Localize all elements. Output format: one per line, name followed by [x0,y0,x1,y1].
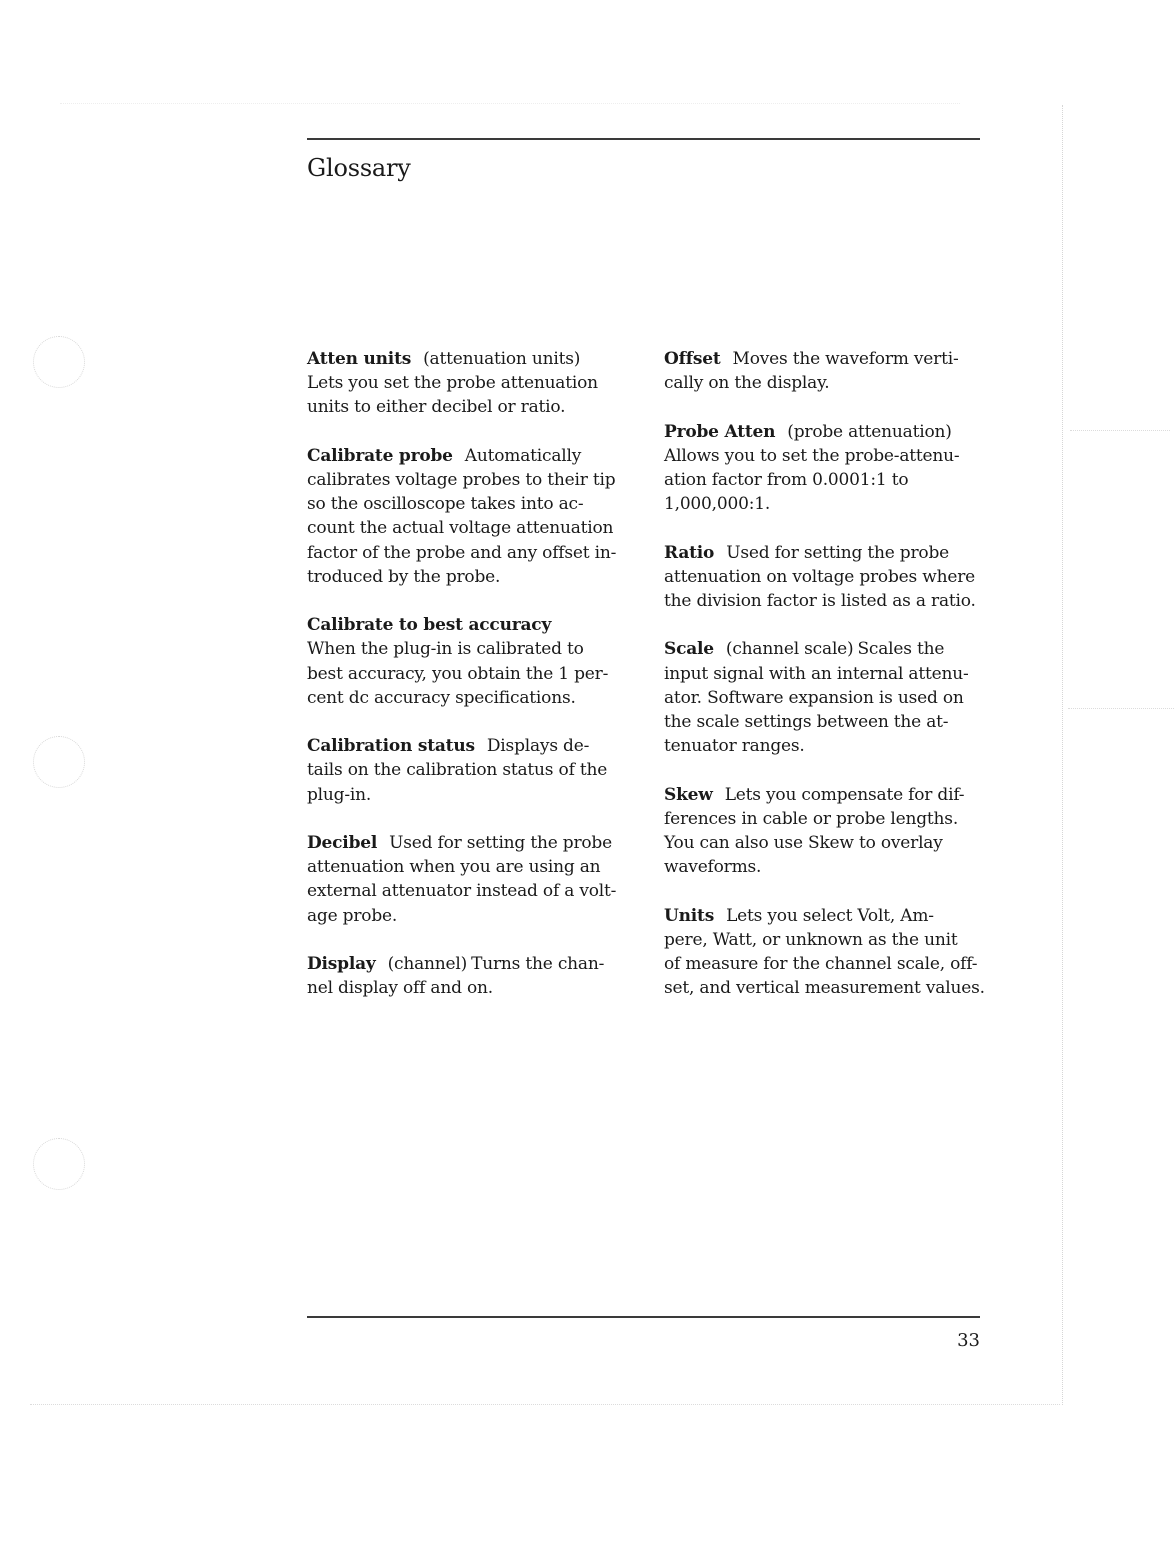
glossary-definition-text: factor of the probe and any offset in- [307,542,617,563]
glossary-line [664,807,986,831]
scan-dots-side-1 [1070,430,1170,431]
glossary-term: Scale [664,639,714,660]
glossary-term: Decibel [307,833,378,853]
glossary-definition-text: Turns the chan- [471,954,605,974]
glossary-definition-text: the division factor is listed as a ratio. [664,591,976,611]
glossary-definition-text: Allows you to set the probe-attenu- [664,445,960,466]
glossary-line [664,976,986,1000]
glossary-entry [664,420,986,517]
glossary-definition-text: troduced by the probe. [307,566,501,587]
glossary-definition-text: cally on the display. [664,373,830,394]
glossary-definition-text: ator. Software expansion is used on [664,687,964,708]
glossary-line [664,928,986,952]
header-rule [307,138,980,140]
glossary-line [664,783,986,807]
glossary-line [307,637,629,661]
glossary-line [664,662,986,686]
glossary-column-left [307,347,629,1025]
glossary-line [307,686,629,710]
glossary-definition-text: ation factor from 0.0001:1 to [664,470,909,490]
glossary-definition-text: of measure for the channel scale, off- [664,954,978,974]
glossary-definition-text: Automatically [464,445,582,466]
glossary-line [664,444,986,468]
glossary-line [664,637,986,661]
glossary-line [664,952,986,976]
glossary-definition-text: 1,000,000:1. [664,494,771,515]
scan-dots-bottom [30,1404,1060,1405]
glossary-line [307,831,629,855]
glossary-line [664,492,986,516]
glossary-term: Calibrate probe [307,445,453,466]
glossary-qualifier: (channel scale) [725,639,854,660]
glossary-term: Skew [664,784,713,805]
glossary-line [664,734,986,758]
glossary-line [307,395,629,419]
glossary-entry [307,952,629,1000]
glossary-entry [664,347,986,395]
glossary-entry [307,347,629,420]
glossary-entry [307,613,629,710]
punch-hole-middle [33,736,85,788]
glossary-definition-text: pere, Watt, or unknown as the unit [664,929,958,950]
glossary-definition-text: so the oscilloscope takes into ac- [307,494,584,515]
glossary-definition-text: units to either decibel or ratio. [307,397,566,418]
scan-dots-side-2 [1068,708,1174,709]
glossary-line [664,371,986,395]
glossary-line [307,444,629,468]
glossary-line [307,613,629,637]
glossary-line [307,952,629,976]
glossary-definition-text: plug-in. [307,784,372,805]
page-number: 33 [957,1330,980,1351]
glossary-line [307,492,629,516]
glossary-definition-text: waveforms. [664,857,762,878]
glossary-definition-text: calibrates voltage probes to their tip [307,470,616,490]
glossary-line [664,420,986,444]
glossary-line [664,855,986,879]
glossary-definition-text: Lets you set the probe attenuation [307,373,598,394]
glossary-definition-text: attenuation when you are using an [307,857,601,878]
glossary-line [664,710,986,734]
glossary-definition-text: Used for setting the probe [389,833,612,853]
glossary-qualifier: (attenuation units) [423,349,581,369]
glossary-line [307,976,629,1000]
glossary-line [307,879,629,903]
glossary-line [307,662,629,686]
glossary-definition-text: Scales the [857,639,945,660]
glossary-line [664,541,986,565]
glossary-definition-text: Lets you select Volt, Am- [726,905,934,926]
glossary-line [307,371,629,395]
glossary-line [664,904,986,928]
glossary-entry [664,541,986,614]
glossary-line [307,541,629,565]
glossary-line [664,589,986,613]
punch-hole-top [33,336,85,388]
glossary-term: Ratio [664,542,715,563]
glossary-term: Calibration status [307,736,475,757]
glossary-definition-text: input signal with an internal attenu- [664,663,969,684]
glossary-line [664,347,986,371]
glossary-line [664,565,986,589]
glossary-term: Display [307,954,376,974]
glossary-line [307,734,629,758]
glossary-definition-text: tails on the calibration status of the [307,760,608,781]
glossary-definition-text: attenuation on voltage probes where [664,566,975,587]
glossary-entry [307,831,629,928]
glossary-definition-text: nel display off and on. [307,978,493,999]
glossary-definition-text: Moves the waveform verti- [732,349,959,369]
glossary-term: Offset [664,349,721,369]
glossary-line [307,516,629,540]
footer-rule [307,1316,980,1318]
glossary-qualifier: (channel) [387,954,468,974]
glossary-term: Atten units [307,349,412,369]
page-title: Glossary [307,154,411,182]
glossary-line [664,686,986,710]
glossary-line [307,904,629,928]
glossary-definition-text: When the plug-in is calibrated to [307,639,584,660]
glossary-line [664,831,986,855]
glossary-qualifier: (probe attenuation) [787,421,952,442]
glossary-term: Calibrate to best accuracy [307,615,552,636]
glossary-definition-text: ferences in cable or probe lengths. [664,808,959,829]
glossary-entry [307,444,629,589]
glossary-line [307,758,629,782]
glossary-definition-text: Used for setting the probe [726,542,949,563]
glossary-entry [664,783,986,880]
glossary-line [307,565,629,589]
glossary-entry [307,734,629,807]
glossary-term: Probe Atten [664,421,776,442]
glossary-definition-text: the scale settings between the at- [664,712,949,732]
glossary-definition-text: set, and vertical measurement values. [664,978,985,999]
glossary-line [664,468,986,492]
glossary-definition-text: Lets you compensate for dif- [724,784,965,805]
glossary-line [307,855,629,879]
glossary-line [307,783,629,807]
page-edge-line [1062,105,1063,1405]
glossary-line [307,468,629,492]
scan-dots-top [60,103,960,104]
glossary-definition-text: age probe. [307,905,398,926]
glossary-definition-text: tenuator ranges. [664,736,805,757]
glossary-column-right [664,347,986,1025]
glossary-definition-text: count the actual voltage attenuation [307,518,614,539]
glossary-definition-text: external attenuator instead of a volt- [307,881,617,902]
punch-hole-bottom [33,1138,85,1190]
glossary-term: Units [664,905,715,926]
glossary-entry [664,637,986,758]
glossary-definition-text: best accuracy, you obtain the 1 per- [307,663,609,684]
glossary-definition-text: You can also use Skew to overlay [664,833,943,853]
glossary-definition-text: Displays de- [486,736,590,757]
glossary-line [307,347,629,371]
glossary-definition-text: cent dc accuracy specifications. [307,687,576,708]
glossary-entry [664,904,986,1001]
